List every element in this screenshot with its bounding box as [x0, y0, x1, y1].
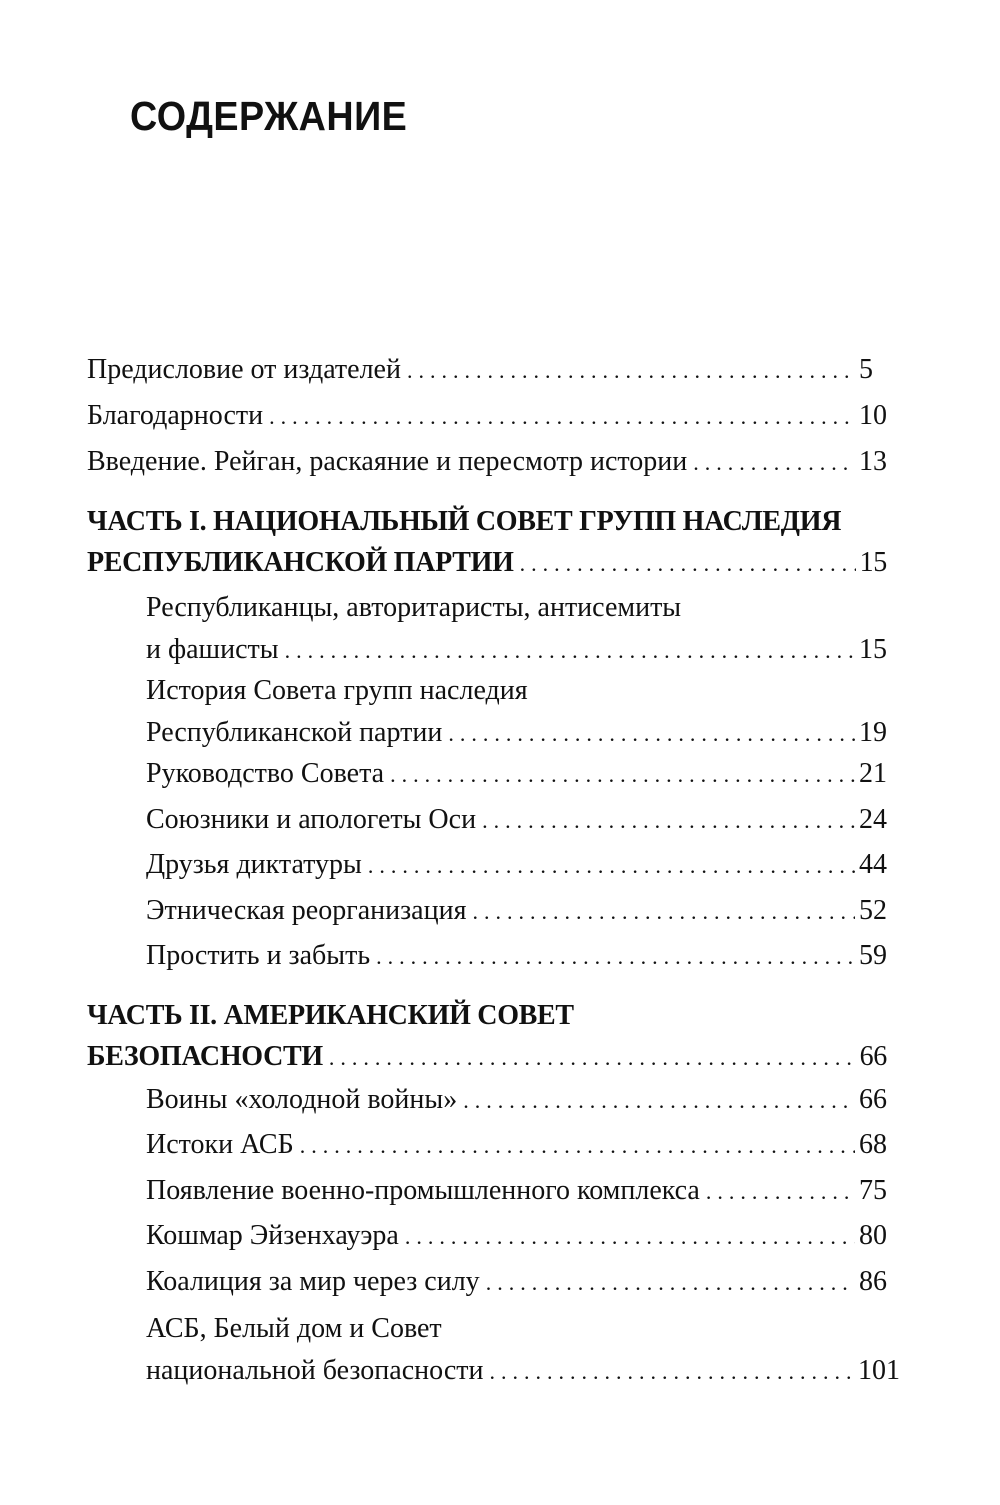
toc-entry-label-line2: и фашисты: [146, 634, 279, 665]
dot-leader: [407, 354, 855, 388]
dot-leader: [390, 758, 855, 792]
toc-page-number: 101: [858, 1355, 900, 1386]
toc-part-two[interactable]: [87, 999, 887, 1075]
toc-entry-label: Воины «холодной войны»: [146, 1084, 458, 1115]
toc-entry-ethnic-reorganization[interactable]: [146, 894, 887, 929]
toc-entry-military-complex[interactable]: [146, 1174, 887, 1209]
toc-page-number: 86: [859, 1266, 887, 1297]
dot-leader: [269, 400, 855, 434]
dot-leader: [706, 1175, 855, 1209]
toc-entry-asb-origins[interactable]: [146, 1128, 887, 1163]
toc-entry-label-line1: Республиканцы, авторитаристы, антисемиты: [146, 592, 682, 623]
toc-page-number: 75: [859, 1175, 887, 1206]
toc-entry-label: Простить и забыть: [146, 940, 371, 971]
toc-page-number: 15: [859, 634, 887, 665]
toc-entry-leadership[interactable]: [146, 757, 887, 792]
dot-leader: [368, 849, 855, 883]
toc-part-title-line2: РЕСПУБЛИКАНСКОЙ ПАРТИИ: [87, 547, 514, 578]
toc-entry-thanks[interactable]: [87, 399, 887, 434]
toc-entry-council-history[interactable]: [146, 674, 887, 751]
toc-entry-label: Этническая реорганизация: [146, 895, 467, 926]
toc-entry-dictatorship-friends[interactable]: [146, 848, 887, 883]
toc-entry-label-line2: Республиканской партии: [146, 717, 443, 748]
toc-page-number: 5: [859, 354, 873, 385]
toc-page-number: 68: [859, 1129, 887, 1160]
toc-entry-label-line1: История Совета групп наследия: [146, 675, 528, 706]
toc-part-title-line1: ЧАСТЬ II. АМЕРИКАНСКИЙ СОВЕТ: [87, 1000, 574, 1031]
toc-entry-label: Кошмар Эйзенхауэра: [146, 1220, 399, 1251]
toc-entry-label: Предисловие от издателей: [87, 354, 401, 385]
dot-leader: [285, 634, 855, 668]
toc-entry-label: Истоки АСБ: [146, 1129, 294, 1160]
page-title: СОДЕРЖАНИЕ: [130, 93, 408, 139]
toc-entry-eisenhower-nightmare[interactable]: [146, 1219, 887, 1254]
dot-leader: [486, 1266, 855, 1300]
dot-leader: [448, 717, 855, 751]
toc-entry-peace-coalition[interactable]: [146, 1265, 887, 1300]
toc-page-number: 24: [859, 804, 887, 835]
toc-entry-forgive-forget[interactable]: [146, 939, 887, 974]
dot-leader: [520, 547, 856, 581]
toc-entry-label: Друзья диктатуры: [146, 849, 362, 880]
toc-page-number: 66: [859, 1041, 887, 1072]
toc-entry-label: Союзники и апологеты Оси: [146, 804, 477, 835]
toc-page-number: 19: [859, 717, 887, 748]
dot-leader: [376, 940, 855, 974]
dot-leader: [472, 895, 855, 929]
toc-entry-label: Руководство Совета: [146, 758, 385, 789]
toc-page-number: 10: [859, 400, 887, 431]
toc-entry-axis-allies[interactable]: [146, 803, 887, 838]
toc-page-number: 80: [859, 1220, 887, 1251]
toc-part-title-line1: ЧАСТЬ I. НАЦИОНАЛЬНЫЙ СОВЕТ ГРУПП НАСЛЕДИЯ: [87, 506, 842, 537]
toc-entry-republicans[interactable]: [146, 591, 887, 668]
dot-leader: [329, 1041, 856, 1075]
toc-entry-label: Коалиция за мир через силу: [146, 1266, 480, 1297]
toc-page-number: 21: [859, 758, 887, 789]
dot-leader: [693, 446, 855, 480]
toc-page-number: 59: [859, 940, 887, 971]
toc-entry-label: Введение. Рейган, раскаяние и пересмотр истории: [87, 446, 688, 477]
toc-page-number: 13: [859, 446, 887, 477]
dot-leader: [405, 1220, 855, 1254]
dot-leader: [489, 1355, 854, 1389]
toc-entry-label: Появление военно-промышленного комплекса: [146, 1175, 700, 1206]
toc-entry-label-line1: АСБ, Белый дом и Совет: [146, 1313, 442, 1344]
toc-entry-white-house[interactable]: [146, 1312, 900, 1389]
toc-page-number: 66: [859, 1084, 887, 1115]
toc-part-title-line2: БЕЗОПАСНОСТИ: [87, 1041, 323, 1072]
toc-page-number: 44: [859, 849, 887, 880]
dot-leader: [463, 1084, 855, 1118]
toc-page-number: 15: [859, 547, 887, 578]
toc-entry-intro[interactable]: [87, 445, 887, 480]
toc-entry-cold-warriors[interactable]: [146, 1083, 887, 1118]
dot-leader: [300, 1129, 855, 1163]
toc-part-one[interactable]: [87, 505, 887, 581]
toc-page-number: 52: [859, 895, 887, 926]
dot-leader: [482, 804, 855, 838]
toc-entry-label-line2: национальной безопасности: [146, 1355, 484, 1386]
toc-entry-preface[interactable]: [87, 353, 873, 388]
toc-entry-label: Благодарности: [87, 400, 264, 431]
